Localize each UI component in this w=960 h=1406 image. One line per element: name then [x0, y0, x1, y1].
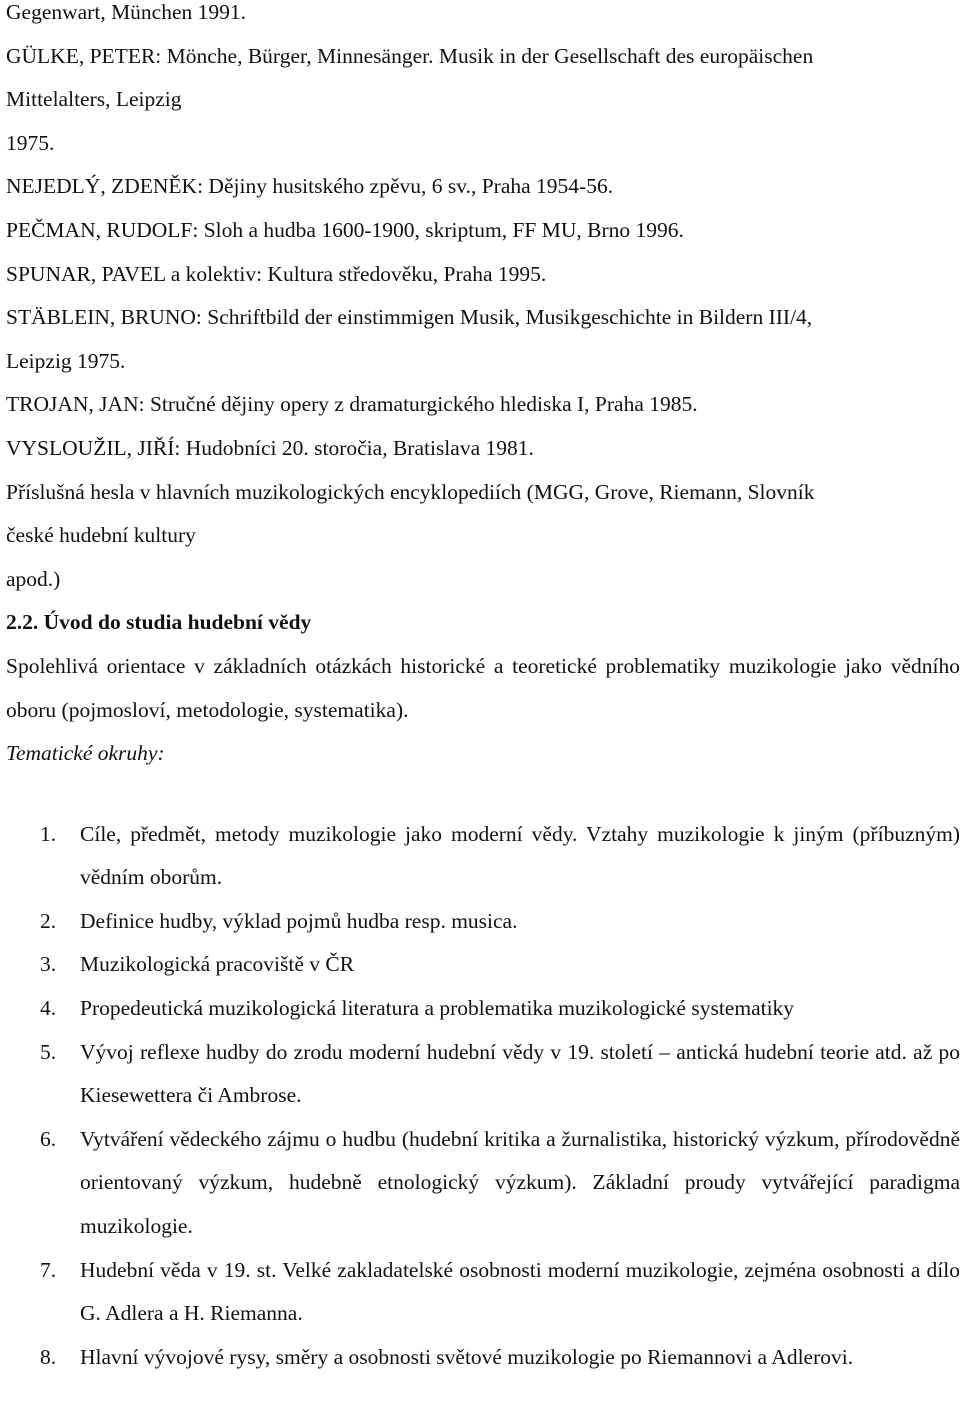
bibliography-line: NEJEDLÝ, ZDENĚK: Dějiny husitského zpěvu, 6 sv., Praha 1954-56. [6, 174, 614, 199]
topic-text: Vytváření vědeckého zájmu o hudbu (hudební kritika a žurnalistika, historický výzkum, přírodovědně orientovaný výzkum, hudebně etnologický výzkum). Základní proudy vytvářející paradigma muzikologie. [80, 1126, 960, 1239]
topic-item [6, 1249, 960, 1336]
bibliography-line: 1975. [6, 130, 55, 155]
bibliography-line: GÜLKE, PETER: Mönche, Bürger, Minnesänger. Musik in der Gesellschaft des europäischen [6, 43, 814, 68]
document-page [6, 0, 960, 1379]
topic-number: 7. [40, 1257, 57, 1282]
topic-item [6, 943, 960, 987]
topic-text: Hudební věda v 19. st. Velké zakladatelské osobnosti moderní muzikologie, zejména osobnosti a dílo G. Adlera a H. Riemanna. [80, 1257, 960, 1326]
topic-item [6, 900, 960, 944]
section-intro: Spolehlivá orientace v základních otázkách historické a teoretické problematiky muzikologie jako vědního oboru (pojmosloví, metodologie, systematika). [6, 653, 960, 722]
topics-list [6, 813, 960, 1380]
bibliography-line: Příslušná hesla v hlavních muzikologických encyklopediích (MGG, Grove, Riemann, Slovník [6, 479, 815, 504]
bibliography-line: Leipzig 1975. [6, 348, 126, 373]
topic-text: Propedeutická muzikologická literatura a problematika muzikologické systematiky [80, 996, 795, 1021]
topic-text: Cíle, předmět, metody muzikologie jako moderní vědy. Vztahy muzikologie k jiným (příbuzným) vědním oborům. [80, 821, 960, 890]
section-heading: 2.2. Úvod do studia hudební vědy [6, 610, 312, 635]
topic-number: 5. [40, 1039, 57, 1064]
bibliography-line: STÄBLEIN, BRUNO: Schriftbild der einstimmigen Musik, Musikgeschichte in Bildern III/4, [6, 305, 813, 330]
topic-item [6, 1118, 960, 1249]
bibliography-line: Gegenwart, München 1991. [6, 0, 247, 24]
topics-label: Tematické okruhy: [6, 741, 165, 766]
bibliography-line: VYSLOUŽIL, JIŘÍ: Hudobníci 20. storočia, Bratislava 1981. [6, 435, 534, 460]
bibliography-line: české hudební kultury [6, 523, 196, 548]
bibliography-line: TROJAN, JAN: Stručné dějiny opery z dramaturgického hlediska I, Praha 1985. [6, 392, 698, 417]
bibliography-line: apod.) [6, 566, 61, 591]
topic-item [6, 813, 960, 900]
bibliography-line: Mittelalters, Leipzig [6, 87, 182, 112]
topic-number: 8. [40, 1344, 57, 1369]
bibliography-list [6, 0, 960, 601]
topic-item [6, 1336, 960, 1380]
topic-number: 6. [40, 1126, 57, 1151]
topic-text: Muzikologická pracoviště v ČR [80, 952, 355, 977]
topic-text: Vývoj reflexe hudby do zrodu moderní hudební vědy v 19. století – antická hudební teorie atd. až po Kiesewettera či Ambrose. [80, 1039, 960, 1108]
bibliography-line: SPUNAR, PAVEL a kolektiv: Kultura středověku, Praha 1995. [6, 261, 547, 286]
topic-number: 3. [40, 952, 57, 977]
topic-text: Hlavní vývojové rysy, směry a osobnosti světové muzikologie po Riemannovi a Adlerovi. [80, 1344, 854, 1369]
topic-number: 4. [40, 996, 57, 1021]
topic-number: 2. [40, 908, 57, 933]
topic-item [6, 987, 960, 1031]
topic-number: 1. [40, 821, 57, 846]
topic-item [6, 1031, 960, 1118]
topic-text: Definice hudby, výklad pojmů hudba resp. musica. [80, 908, 518, 933]
bibliography-line: PEČMAN, RUDOLF: Sloh a hudba 1600-1900, skriptum, FF MU, Brno 1996. [6, 217, 684, 242]
